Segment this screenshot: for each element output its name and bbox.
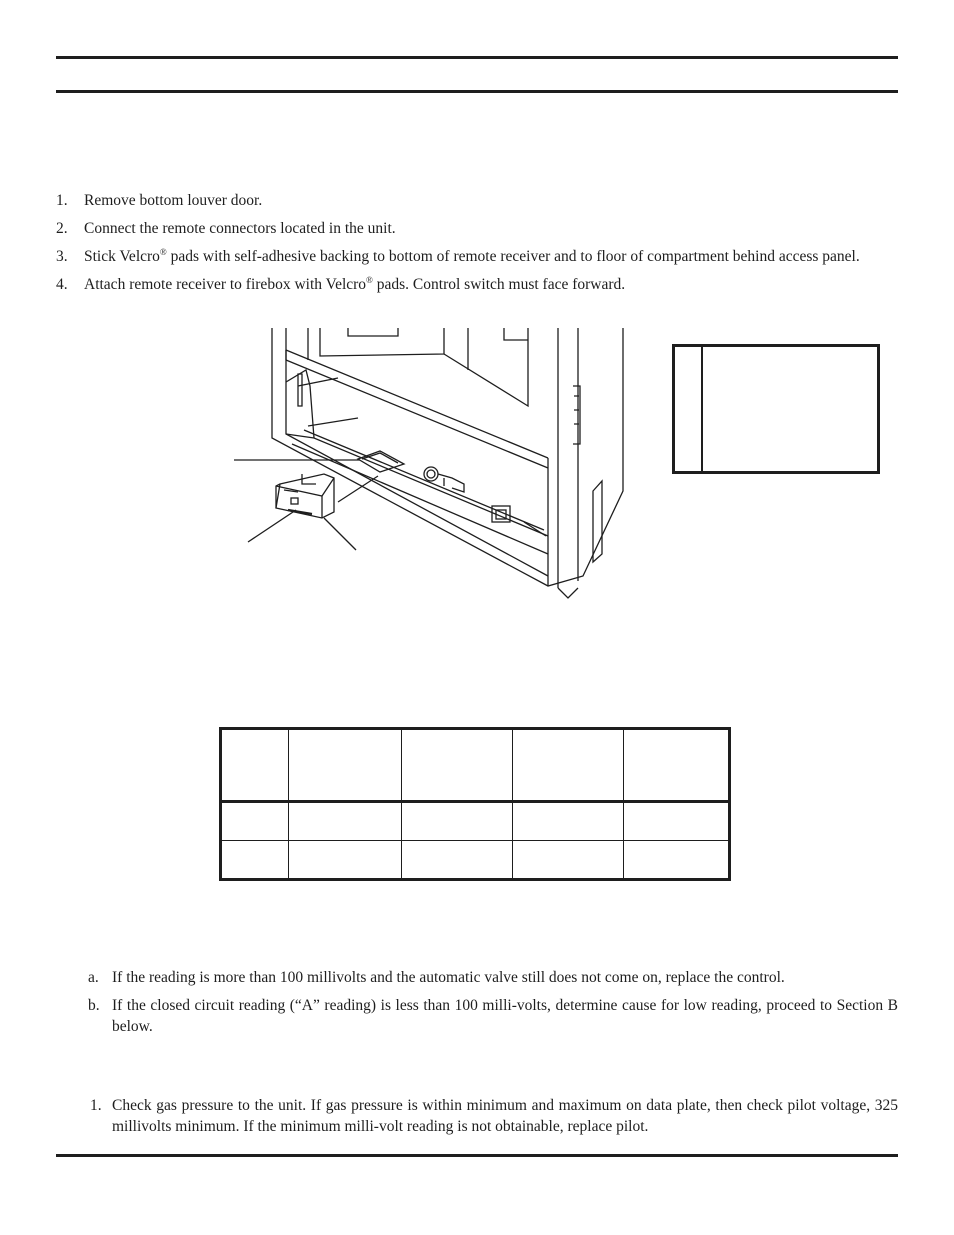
header-cell [513, 729, 624, 802]
header-cell [289, 729, 402, 802]
header-cell [221, 729, 289, 802]
item-letter: a. [88, 969, 99, 986]
top-rule-2 [56, 90, 898, 93]
table-cell [513, 841, 624, 880]
table-cell [221, 841, 289, 880]
top-rule-1 [56, 56, 898, 59]
note-box [672, 344, 880, 474]
installation-steps [56, 190, 898, 302]
table-cell [289, 802, 402, 841]
item-number: 1. [90, 1097, 102, 1114]
step-text: pads. Control switch must face forward. [372, 276, 626, 293]
item-letter: b. [88, 997, 100, 1014]
item-text: If the reading is more than 100 millivolts and the automatic valve still does not come on, replace the control. [112, 969, 785, 986]
header-cell [402, 729, 513, 802]
registered-mark: ® [366, 275, 373, 285]
table-cell [402, 802, 513, 841]
bottom-rule [56, 1154, 898, 1157]
step-text: Remove bottom louver door. [84, 192, 263, 209]
item-text: Check gas pressure to the unit. If gas pressure is within minimum and maximum on data plate, then check pilot voltage, 325 millivolts minimum. If the minimum milli-volt reading is not obtainable, replace pilot. [112, 1097, 898, 1135]
header-cell [624, 729, 730, 802]
step-item [56, 274, 898, 295]
registered-mark: ® [159, 247, 167, 257]
list-item [88, 995, 898, 1037]
list-item [90, 1095, 898, 1137]
section-b-list [90, 1095, 898, 1137]
table-cell [221, 802, 289, 841]
step-number: 3. [56, 248, 68, 265]
table-cell [513, 802, 624, 841]
step-number: 2. [56, 220, 68, 237]
list-item [88, 967, 898, 988]
table-row [221, 841, 730, 880]
table-cell [289, 841, 402, 880]
table-cell [624, 802, 730, 841]
table-cell [402, 841, 513, 880]
millivolt-table [219, 727, 731, 881]
troubleshooting-list [88, 967, 898, 1044]
table-row [221, 802, 730, 841]
step-text: pads with self-adhesive backing to bottom of remote receiver and to floor of compartment behind access panel. [166, 248, 860, 265]
step-item [56, 246, 898, 267]
step-number: 1. [56, 192, 68, 209]
step-text: Connect the remote connectors located in the unit. [84, 220, 396, 237]
remote-receiver-installation-illustration [228, 326, 628, 608]
table-header-row [221, 729, 730, 802]
step-item [56, 218, 898, 239]
item-text: If the closed circuit reading (“A” reading) is less than 100 milli-volts, determine cause for low reading, proceed to Section B below. [112, 997, 898, 1035]
step-number: 4. [56, 276, 68, 293]
table-cell [624, 841, 730, 880]
step-text: Attach remote receiver to firebox with Velcro [84, 276, 367, 293]
step-item [56, 190, 898, 211]
note-divider [701, 347, 703, 471]
step-text: Stick Velcro [84, 248, 160, 265]
